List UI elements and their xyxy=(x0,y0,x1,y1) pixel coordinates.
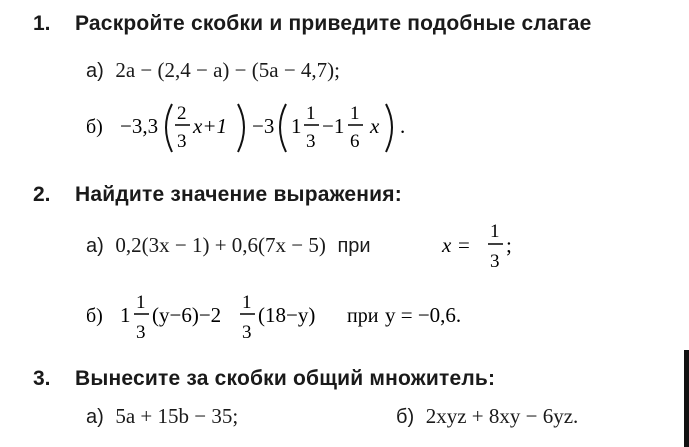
problem-2b-formula xyxy=(80,286,540,348)
term-y-minus-6: (y−6)−2 xyxy=(152,303,222,327)
fraction-denominator: 3 xyxy=(490,251,500,272)
problem-3a-label: а) xyxy=(86,406,104,428)
problem-3a xyxy=(86,404,238,429)
problem-1a xyxy=(86,58,340,83)
fraction-numerator: 2 xyxy=(177,103,187,124)
problem-2a-label: а) xyxy=(86,235,104,257)
problem-2b-label: б) xyxy=(86,305,103,327)
term-18-minus-y: (18−y) xyxy=(258,303,316,327)
term-x: x xyxy=(370,114,380,138)
term-neg-3-3: −3,3 xyxy=(120,114,159,138)
problem-3b xyxy=(396,404,578,429)
term-x-plus-1: x+1 xyxy=(193,114,227,138)
mixed-whole: 1 xyxy=(291,114,302,138)
fraction-numerator: 1 xyxy=(350,103,360,124)
problem-3-heading: Вынесите за скобки общий множитель: xyxy=(75,367,496,390)
problem-1a-label: а) xyxy=(86,60,104,82)
term-neg-1: −1 xyxy=(322,114,345,138)
fraction-denominator: 3 xyxy=(242,322,252,343)
fraction-numerator: 1 xyxy=(306,103,316,124)
left-paren xyxy=(166,104,172,152)
problem-2a xyxy=(86,233,371,258)
problem-1-number: 1. xyxy=(33,12,51,35)
fraction-denominator: 3 xyxy=(306,131,316,152)
problem-3a-expression: 5a + 15b − 35; xyxy=(115,404,239,428)
right-paren xyxy=(386,104,392,152)
problem-2b-word: при xyxy=(347,305,379,327)
problem-1b-formula xyxy=(80,92,440,162)
problem-1a-expression: 2a − (2,4 − a) − (5a − 4,7); xyxy=(115,58,341,82)
problem-1-heading: Раскройте скобки и приведите подобные слагае xyxy=(75,12,592,35)
mixed-whole: 1 xyxy=(120,303,131,327)
condition-y-value: y = −0,6. xyxy=(385,303,462,327)
term-neg-3: −3 xyxy=(252,114,275,138)
fraction-denominator: 3 xyxy=(136,322,146,343)
problem-2-number: 2. xyxy=(33,183,51,206)
problem-3b-label: б) xyxy=(396,406,415,428)
fraction-denominator: 6 xyxy=(350,131,360,152)
fraction-numerator: 1 xyxy=(242,292,252,313)
period: . xyxy=(400,114,406,138)
left-paren xyxy=(280,104,286,152)
problem-2a-expression: 0,2(3x − 1) + 0,6(7x − 5) xyxy=(115,233,326,257)
fraction-denominator: 3 xyxy=(177,131,187,152)
problem-3b-expression: 2xyz + 8xy − 6yz. xyxy=(425,404,579,428)
condition-x-equals: x = xyxy=(442,233,471,257)
problem-2a-word: при xyxy=(337,235,371,257)
fraction-numerator: 1 xyxy=(136,292,146,313)
problem-3-number: 3. xyxy=(33,367,51,390)
problem-2a-condition xyxy=(440,215,530,275)
page-edge-shadow xyxy=(684,350,689,447)
fraction-numerator: 1 xyxy=(490,221,500,242)
semicolon: ; xyxy=(506,233,512,257)
right-paren xyxy=(238,104,244,152)
problem-1b-label: б) xyxy=(86,116,103,138)
problem-2-heading: Найдите значение выражения: xyxy=(75,183,402,206)
